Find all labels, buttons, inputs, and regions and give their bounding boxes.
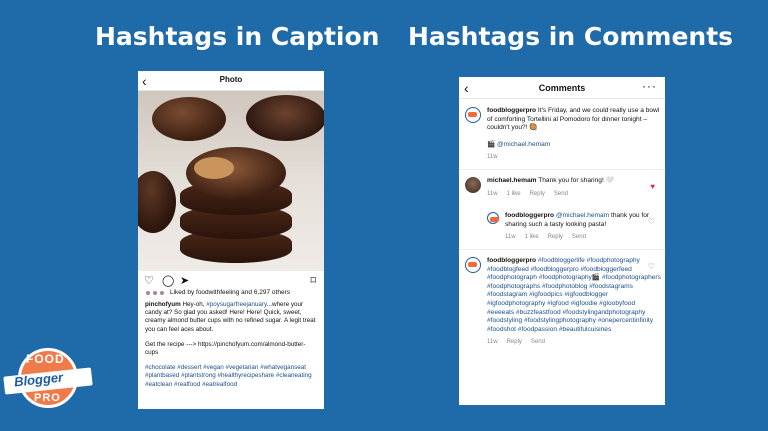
avatar[interactable]	[465, 177, 481, 193]
mention-link[interactable]: @michael.hemam	[497, 140, 551, 148]
share-icon[interactable]: ➤	[180, 275, 190, 287]
comment-icon[interactable]: ◯	[162, 275, 175, 287]
caption-rest: ...where your candy at? So glad you asked! Here! Here! Quick, sweet, creamy almond butter cups with no refined sugar. A legit treat you can feel aces about.	[145, 301, 316, 333]
more-icon[interactable]: ···	[642, 79, 657, 93]
caption-heading: Hashtags in Caption	[95, 22, 380, 51]
comment-user[interactable]: foodbloggerpro	[487, 256, 537, 264]
caption-user[interactable]: pinchofyum	[145, 301, 181, 308]
photo-title: Photo	[219, 75, 243, 84]
post-caption	[138, 296, 324, 389]
likes-row	[138, 289, 324, 296]
liker-avatar	[145, 290, 151, 296]
post-actions	[138, 271, 324, 289]
liked-by-text[interactable]: Liked by foodwithfeeling and 6,297 others	[170, 289, 290, 296]
comment-user[interactable]: foodbloggerpro	[487, 107, 537, 114]
liker-avatar	[152, 290, 158, 296]
caption-text: Hey-oh,	[182, 301, 207, 308]
send-button[interactable]: Send	[553, 190, 568, 197]
avatar[interactable]	[465, 107, 481, 123]
main-post-comment: foodbloggerpro It's Friday, and we could really use a bowl of comforting Tortellini al Pomodoro for dinner tonight – couldn't you?! 🥘 🎬 @michael.hemam 11w	[459, 107, 665, 162]
back-arrow-icon[interactable]: ‹	[142, 73, 147, 89]
bookmark-icon[interactable]: ⌑	[310, 275, 316, 287]
caption-hashtags[interactable]: #chocolate #dessert #vegan #vegetarian #whatveganseat #plantbased #plantstrong #healthyrecipeshare #cleaneating #eatclean #realfood #eatrealfood	[145, 364, 312, 388]
photo-topbar	[138, 71, 324, 91]
logo-text: PRO	[34, 392, 61, 404]
comment-time: 11w	[505, 234, 516, 241]
comment-text: It's Friday, and we could really use a bowl of comforting Tortellini al Pomodoro for dinner tonight – couldn't you?! 🥘	[487, 107, 660, 132]
avatar[interactable]	[465, 257, 481, 273]
avatar[interactable]	[487, 212, 499, 224]
comment-time: 11w	[487, 190, 498, 197]
heart-icon[interactable]: ♡	[647, 261, 655, 271]
reply-button[interactable]: Reply	[529, 190, 545, 197]
comments-panel	[459, 77, 665, 405]
comment-hashtags[interactable]: #foodbloggerlife #foodphotography #foodblogfeed #foodbloggerpro #foodbloggerfeed #foodphotograph #foodphotography🎬 #foodphotographers #foodphotographs #foodphotoblog #foodstagrams #foodstagram #igfoodpics #igfoodblogger #igfoodphotography #igfood #igfoodie #gloobyfood #eeeeats #buzzfeastfood #foodstylingandphotography #foodstyling #foodstylingphotography #onepercentinfinity #foodshot #foodpassion #beautifulcuisines	[487, 256, 661, 333]
food-blogger-pro-logo	[4, 348, 92, 420]
heart-icon[interactable]: ♡	[647, 217, 655, 227]
comment-text: thank you for sharing such a tasty looking pasta!	[505, 212, 650, 228]
comments-title: Comments	[538, 83, 586, 93]
logo-text: Blogger	[13, 369, 64, 390]
recipe-line: Get the recipe ---> https://pinchofyum.com/almond-butter-cups	[145, 340, 306, 357]
comment-time: 11w	[487, 154, 498, 161]
mention-link[interactable]: @michael.hemam	[555, 212, 610, 220]
reply-button[interactable]: Reply	[547, 234, 563, 241]
like-count[interactable]: 1 like	[506, 190, 521, 197]
comment-item	[459, 177, 665, 198]
caption-hashtag[interactable]: #poysugarfreejanuary	[206, 301, 267, 308]
send-button[interactable]: Send	[530, 339, 545, 346]
like-count[interactable]: 1 like	[524, 234, 539, 241]
comments-heading: Hashtags in Comments	[408, 22, 734, 51]
photo-post-panel	[138, 71, 324, 409]
comments-topbar	[459, 77, 665, 99]
comment-user[interactable]: foodbloggerpro	[505, 212, 555, 220]
comment-user[interactable]: michael.hemam	[487, 176, 537, 184]
reply-comment	[459, 212, 665, 242]
post-image	[138, 91, 324, 271]
back-arrow-icon[interactable]: ‹	[464, 80, 469, 96]
logo-text: FOOD	[26, 352, 65, 366]
liker-avatar	[159, 290, 165, 296]
comment-time: 11w	[487, 339, 498, 346]
send-button[interactable]: Send	[571, 234, 586, 241]
comment-text: Thank you for sharing! 🤍	[538, 176, 614, 184]
heart-icon[interactable]: ♡	[144, 275, 154, 287]
reply-button[interactable]: Reply	[506, 339, 522, 346]
hashtag-comment	[459, 257, 665, 347]
heart-icon[interactable]: ♥	[650, 181, 655, 191]
